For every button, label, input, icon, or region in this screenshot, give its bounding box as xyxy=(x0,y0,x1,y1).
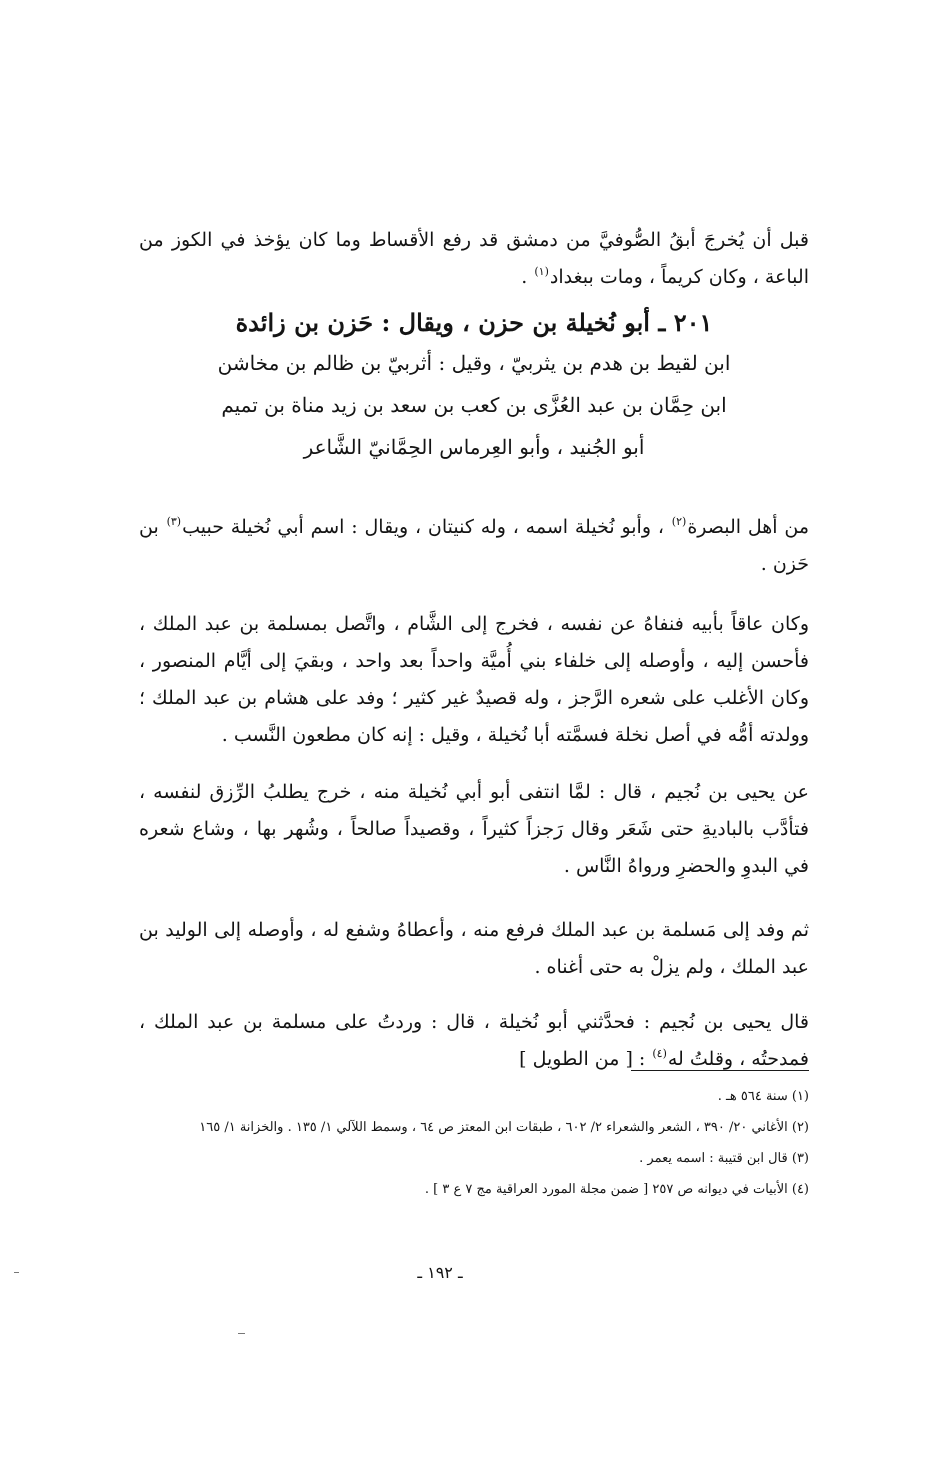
footnote-1: (١) سنة ٥٦٤ هـ . xyxy=(717,1089,809,1104)
footnote-ref-1: (١) xyxy=(534,265,549,278)
intro-text: قبل أن يُخرجَ أبقُ الصُّوفيَّ من دمشق قد رفع الأقساط وما كان يؤخذ في الكوز من الباعة ، وكان كريماً ، ومات ببغداد xyxy=(139,229,809,288)
scan-speck xyxy=(238,1333,245,1334)
origin-text-2: ، وأبو نُخيلة اسمه ، وله كنيتان ، ويقال : اسم أبي نُخيلة حبيب xyxy=(182,516,671,538)
footnote-separator xyxy=(631,1070,809,1071)
footnote-3: (٣) قال ابن قتيبة : اسمه يعمر . xyxy=(639,1151,809,1166)
scan-speck xyxy=(14,1272,19,1273)
meter-label: : [ من الطويل ] xyxy=(519,1048,652,1070)
entry-heading xyxy=(139,304,809,468)
musalama-paragraph: ثم وفد إلى مَسلمة بن عبد الملك فرفع منه ، وأعطاهُ وشفع له ، وأوصله إلى الوليد بن عبد الملك ، ولم يزلْ به حتى أغناه . xyxy=(139,919,809,978)
footnotes xyxy=(139,1083,809,1207)
lineage-line-2: ابن حِمَّان بن عبد العُزَّى بن كعب بن سعد بن زيد مناة بن تميم xyxy=(221,393,727,417)
yahya-paragraph: عن يحيى بن نُجيم ، قال : لمَّا انتفى أبو أبي نُخيلة منه ، خرج يطلبُ الرِّزق لنفسه ، فتأدَّب بالباديةِ حتى شَعَر وقال رَجزاً كثيراً ، وقصيداً صالحاً ، وشُهر بها ، وشاع شعره في البدوِ والحضرِ ورواهُ النَّاس . xyxy=(139,781,809,877)
qala-text: قال يحيى بن نُجيم : فحدَّثني أبو نُخيلة ، قال : وردتُ على مسلمة بن عبد الملك ، فمدحتُه ، وقلتُ له xyxy=(139,1011,809,1070)
footnote-ref-4: (٤) xyxy=(652,1047,667,1060)
biography-paragraph: وكان عاقاً بأبيه فنفاهُ عن نفسه ، فخرج إلى الشَّام ، واتَّصل بمسلمة بن عبد الملك ، فأحسن إليه ، وأوصله إلى خلفاء بني أُميَّة واحداً بعد واحد ، وبقيَ إلى أيَّام المنصور ، وكان الأغلب على شعره الرَّجز ، وله قصيدٌ غير كثير ؛ وفد على هشام بن عبد الملك ؛ وولدته أمُّه في أصل نخلة فسمَّته أبا نُخيلة ، وقيل : إنه كان مطعون النَّسب . xyxy=(139,613,809,746)
footnote-ref-2: (٢) xyxy=(671,515,687,528)
footnote-2: (٢) الأغاني ٢٠/ ٣٩٠ ، الشعر والشعراء ٢/ ٦٠٢ ، طبقات ابن المعتز ص ٦٤ ، وسمط اللآلي ١/ ١٣٥ . والخزانة ١/ ١٦٥ xyxy=(199,1120,809,1135)
intro-text-end: . xyxy=(521,266,534,288)
qala-paragraph xyxy=(139,1004,809,1078)
footnote-ref-3: (٣) xyxy=(166,515,182,528)
entry-title: ٢٠١ ـ أبو نُخيلة بن حزن ، ويقال : حَزن بن زائدة xyxy=(235,308,713,337)
intro-paragraph xyxy=(139,222,809,296)
page-number: ـ ١٩٢ ـ xyxy=(417,1263,463,1282)
lineage-line-3: أبو الجُنيد ، وأبو العِرماس الحِمَّانيّ الشَّاعر xyxy=(303,435,645,459)
origin-text-1: من أهل البصرة xyxy=(687,516,810,538)
origin-text-3: بن حَزن . xyxy=(139,516,809,575)
footnote-4: (٤) الأبيات في ديوانه ص ٢٥٧ [ ضمن مجلة المورد العراقية مج ٧ ع ٣ ] . xyxy=(424,1182,809,1197)
origin-paragraph xyxy=(139,509,809,583)
lineage-line-1: ابن لقيط بن هدم بن يثربيّ ، وقيل : أثربيّ بن ظالم بن مخاشن xyxy=(217,351,731,375)
